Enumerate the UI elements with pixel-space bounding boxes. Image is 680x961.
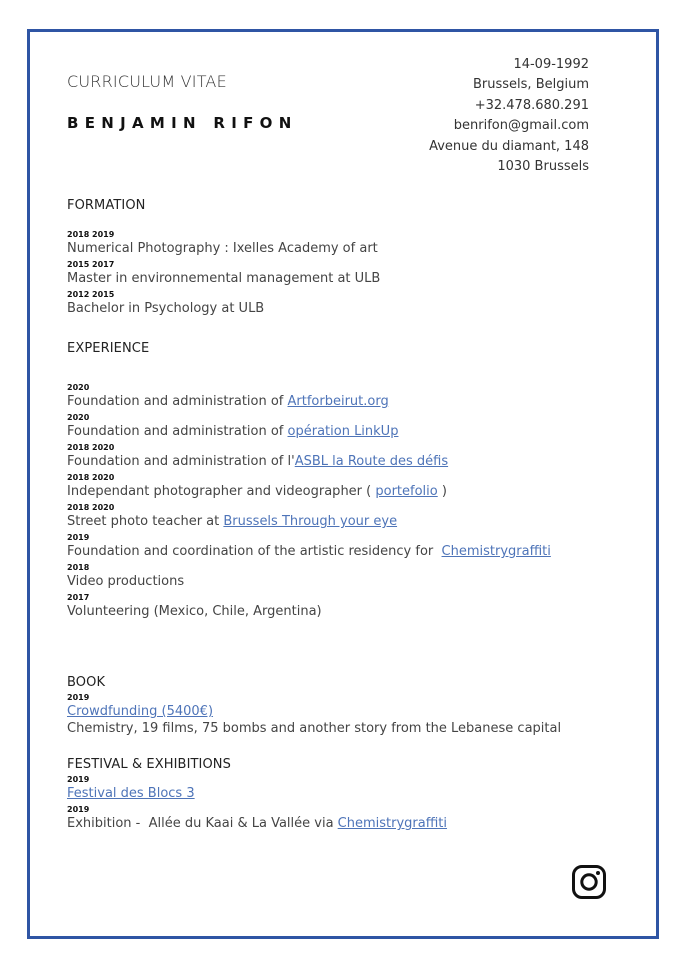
item-text: Street photo teacher at (67, 514, 224, 529)
item-year: 2019 (67, 533, 90, 542)
item-year: 2018 (67, 563, 90, 572)
location: Brussels, Belgium (473, 77, 589, 93)
artforbeirut-link[interactable]: Artforbeirut.org (287, 394, 389, 409)
experience-item (67, 592, 551, 620)
item-year: 2020 (67, 413, 90, 422)
chemistrygraffiti-link[interactable]: Chemistrygraffiti (441, 544, 551, 559)
item-text: Foundation and coordination of the artistic residency for (67, 544, 442, 559)
asbl-route-des-defis-link[interactable]: ASBL la Route des défis (294, 454, 449, 469)
item-year: 2018 2020 (67, 473, 115, 482)
item-text: Video productions (67, 574, 185, 589)
item-text: Numerical Photography : Ixelles Academy of art (67, 241, 378, 256)
experience-item (67, 442, 551, 470)
section-heading: FESTIVAL & EXHIBITIONS (67, 757, 231, 772)
operation-linkup-link[interactable]: opération LinkUp (287, 424, 399, 439)
address-line1: Avenue du diamant, 148 (429, 138, 589, 154)
item-text: Independant photographer and videographer ( (67, 484, 376, 499)
item-year: 2018 2019 (67, 230, 115, 239)
item-year: 2018 2020 (67, 443, 115, 452)
brussels-through-your-eye-link[interactable]: Brussels Through your eye (223, 514, 398, 529)
experience-item (67, 532, 551, 560)
crowdfunding-link[interactable]: Crowdfunding (5400€) (67, 704, 214, 719)
item-year: 2012 2015 (67, 290, 115, 299)
item-text: Exhibition - Allée du Kaai & La Vallée via (67, 816, 338, 831)
formation-item (67, 229, 380, 257)
book-description: Chemistry, 19 films, 75 bombs and another story from the Lebanese capital (67, 721, 562, 736)
document-title: CURRICULUM VITAE (67, 72, 227, 91)
festival-des-blocs-link[interactable]: Festival des Blocs 3 (67, 786, 195, 801)
experience-section (67, 341, 551, 620)
formation-item (67, 289, 380, 317)
phone: +32.478.680.291 (474, 97, 589, 113)
item-year: 2018 2020 (67, 503, 115, 512)
item-text: Foundation and administration of l' (67, 454, 295, 469)
item-year: 2015 2017 (67, 260, 115, 269)
contact-block (429, 55, 589, 177)
festival-item (67, 774, 447, 802)
experience-item (67, 412, 551, 440)
item-text: Bachelor in Psychology at ULB (67, 301, 265, 316)
formation-item (67, 259, 380, 287)
experience-item (67, 502, 551, 530)
item-text: Foundation and administration of (67, 424, 288, 439)
person-name: BENJAMIN RIFON (67, 114, 298, 132)
item-text: Foundation and administration of (67, 394, 288, 409)
item-year: 2019 (67, 775, 90, 784)
experience-item (67, 382, 551, 410)
item-year: 2020 (67, 383, 90, 392)
address-line2: 1030 Brussels (497, 159, 589, 175)
festival-item (67, 804, 447, 832)
item-year: 2019 (67, 693, 90, 702)
item-year: 2019 (67, 805, 90, 814)
experience-item (67, 472, 551, 500)
formation-section (67, 198, 380, 317)
item-text-after: ) (437, 484, 447, 499)
item-text: Volunteering (Mexico, Chile, Argentina) (67, 604, 322, 619)
email: benrifon@gmail.com (453, 118, 589, 134)
instagram-icon[interactable] (571, 864, 607, 900)
section-heading: EXPERIENCE (67, 341, 150, 356)
book-section (67, 675, 561, 737)
festival-section (67, 757, 447, 832)
item-year: 2017 (67, 593, 90, 602)
item-text: Master in environnemental management at ULB (67, 271, 381, 286)
experience-item (67, 562, 551, 590)
chemistrygraffiti-exhibition-link[interactable]: Chemistrygraffiti (337, 816, 448, 831)
birthdate: 14-09-1992 (513, 57, 589, 72)
portefolio-link[interactable]: portefolio (375, 484, 438, 499)
section-heading: BOOK (67, 675, 106, 690)
section-heading: FORMATION (67, 198, 146, 213)
